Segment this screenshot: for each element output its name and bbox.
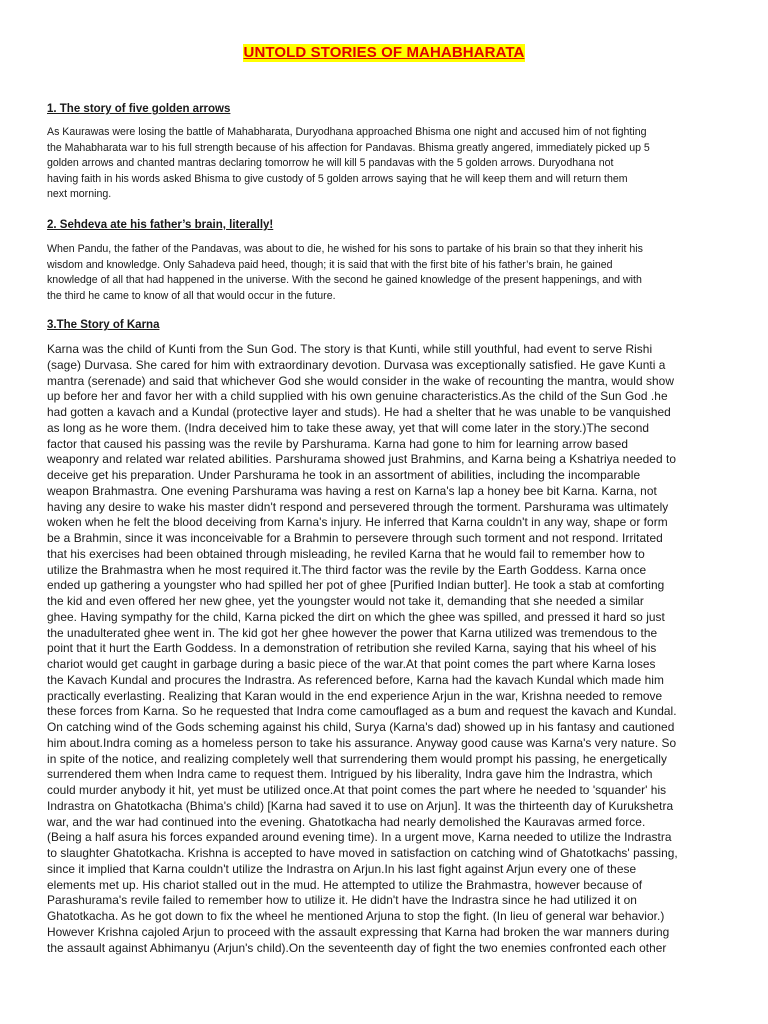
text-line: Indrastra on Ghatotkacha (Bhima's child) [Karna had saved it to use on Arjun]. It was the thirteenth day of Kurukshetra <box>47 798 674 813</box>
text-line: to slaughter Ghatotkacha. Krishna is accepted to have moved in satisfaction on catching wind of Ghatotkachs' passing, <box>47 846 678 860</box>
text-line: utilize the Brahmastra when he most required it.The third factor was the revile by the Earth Goddess. Karna once <box>47 562 647 577</box>
text-line: elements met up. His chariot stalled out in the mud. He attempted to utilize the Brahmastra, however because of <box>47 877 643 892</box>
section-heading-sehdeva: 2. Sehdeva ate his father’s brain, literally! <box>47 219 274 231</box>
text-line: Parashurama's revile failed to remember how to utilize it. He didn't have the Indrastra since he had utilized it on <box>47 893 637 908</box>
text-line: could murder anybody it hit, yet must be utilized once.At that point comes the part where he needed to 'squander' his <box>47 783 667 797</box>
text-line: the Kavach Kundal and procures the Indrastra. As referenced before, Karna had the kavach Kundal which made him <box>47 672 664 687</box>
text-line: the third he came to know of all that would occur in the future. <box>47 289 336 302</box>
text-line: surrendered them when Indra came to request them. Intrigued by his liberality, Indra gave him the Indrastra, which <box>47 767 653 782</box>
section-heading-karna: 3.The Story of Karna <box>47 319 160 331</box>
text-line: the kid and even offered her new ghee, yet the youngster would not take it, demanding that she needed a similar <box>47 594 644 608</box>
text-line: deceive get his preparation. Under Parshurama he took in an assortment of abilities, including the incomparable <box>47 468 641 482</box>
text-line: factor that caused his passing was the revile by Parshurama. Karna had gone to him for learning arrow based <box>47 436 629 451</box>
document-title: UNTOLD STORIES OF MAHABHARATA <box>243 44 525 61</box>
text-line: the unadulterated ghee went in. The kid got her ghee however the power that Karna utilized was tremendous to the <box>47 625 658 640</box>
text-line: these forces from Karna. So he requested that Indra come camouflaged as a bum and request the kavach and Kundal. <box>47 704 677 719</box>
text-line: When Pandu, the father of the Pandavas, was about to die, he wished for his sons to partake of his brain so that they inherit his <box>47 243 643 255</box>
text-line: wisdom and knowledge. Only Sahadeva paid heed, though; it is said that with the first bite of his father’s brain, he gained <box>47 258 613 271</box>
text-line: him about.Indra coming as a homeless person to take his assurance. Anyway good cause was Karna's very nature. So <box>47 735 677 750</box>
text-line: (Being a half asura his forces expanded around evening time). In a urgent move, Karna needed to utilize the Indrastra <box>47 830 672 845</box>
text-line: As Kaurawas were losing the battle of Mahabharata, Duryodhana approached Bhisma one night and accused him of not fighting <box>47 126 647 138</box>
section-body-karna <box>47 342 723 956</box>
text-line: Ghatotkacha. As he got down to fix the wheel he mentioned Arjuna to stop the fight. (In lieu of general war behavior.) <box>47 909 665 923</box>
text-line: ghee. Having sympathy for the child, Karna picked the dirt on which the ghee was spilled, and pressed it hard so just <box>47 609 665 624</box>
text-line: the assault against Abhimanyu (Arjun's child).On the seventeenth day of fight the two enemies confronted each other <box>47 940 667 955</box>
text-line: ended up gathering a youngster who had spilled her pot of ghee [Purified Indian butter]. He took a stab at comforting <box>47 578 665 593</box>
text-line: practically everlasting. Realizing that Karan would in the end experience Arjun in the war, Krishna needed to remove <box>47 688 663 703</box>
text-line: weaponry and related war related abilities. Parshurama showed just Brahmins, and Karna being a Kshatriya needed to <box>47 452 676 467</box>
text-line: woken when he felt the blood deceiving from Karna's injury. He inferred that Karna couldn't in any way, shape or form <box>47 515 668 530</box>
text-line: However Krishna cajoled Arjun to proceed with the assault expressing that Karna had broken the war manners during <box>47 924 670 939</box>
text-line: since it implied that Karna couldn't utilize the Indrastra on Arjun.In his last fight against Arjun every one of these <box>47 861 637 876</box>
text-line: in spite of the notice, and realizing completely well that surrendering them would prompt his passing, he energetically <box>47 751 667 766</box>
text-line: that his exercises had been obtained through misleading, he reviled Karna that he would fail to remember how to <box>47 546 645 561</box>
text-line: having any desire to wake his master didn't respond and persevered through the torment. Parshurama was ultimately <box>47 499 669 514</box>
text-line: golden arrows and chanted mantras declaring tomorrow he will kill 5 pandavas with the 5 golden arrows. Duryodhana not <box>47 157 614 170</box>
text-line: be a Brahmin, since it was inconceivable for a Brahmin to persevere through such torment and not respond. Irritated <box>47 531 663 545</box>
text-line: up before her and favor her with a child supplied with his own genuine characteristics.As the child of the Sun God .he <box>47 389 668 404</box>
text-line: as long as he wore them. (Indra deceived him to take these away, yet that will come later in the story.)The second <box>47 420 650 435</box>
title-block <box>0 44 768 62</box>
text-line: Karna was the child of Kunti from the Sun God. The story is that Kunti, while still youthful, had event to serve Rishi <box>47 342 653 356</box>
text-line: chariot would get caught in garbage during a basic piece of the war.At that point comes the part where Karna loses <box>47 657 656 671</box>
text-line: (sage) Durvasa. She cared for him with extraordinary devotion. Durvasa was exceptionally satisfied. He gave Kunti a <box>47 357 666 372</box>
text-line: war, and the war had continued into the evening. Ghatotkacha had nearly demolished the Kauravas armed force. <box>47 814 646 829</box>
section-body-golden-arrows <box>47 125 723 203</box>
text-line: knowledge of all that had happened in the universe. With the second he gained knowledge of the present happenings, and with <box>47 274 642 287</box>
text-line: the Mahabharata war to his full strength because of his affection for Pandavas. Bhisma greatly angered, immediately picked up 5 <box>47 141 650 154</box>
text-line: had gotten a kavach and a Kundal (protective layer and studs). He had a shelter that he was unable to be vanquished <box>47 405 671 419</box>
text-line: mantra (serenade) and said that whichever God she would consider in the wake of recounting the mantra, would show <box>47 373 674 388</box>
text-line: On catching wind of the Gods scheming against his child, Surya (Karna's dad) showed up in his fantasy and cautioned <box>47 720 675 734</box>
text-line: weapon Brahmastra. One evening Parshurama was having a rest on Karna's lap a honey bee bit Karna. Karna, not <box>47 483 657 498</box>
text-line: having faith in his words asked Bhisma to give custody of 5 golden arrows saying that he will keep them and will return them <box>47 172 628 185</box>
section-body-sehdeva <box>47 242 723 304</box>
section-heading-golden-arrows: 1. The story of five golden arrows <box>47 103 231 115</box>
text-line: next morning. <box>47 188 112 201</box>
text-line: point that it hurt the Earth Goddess. In a demonstration of retribution she reviled Karna, saying that his wheel of his <box>47 641 657 656</box>
